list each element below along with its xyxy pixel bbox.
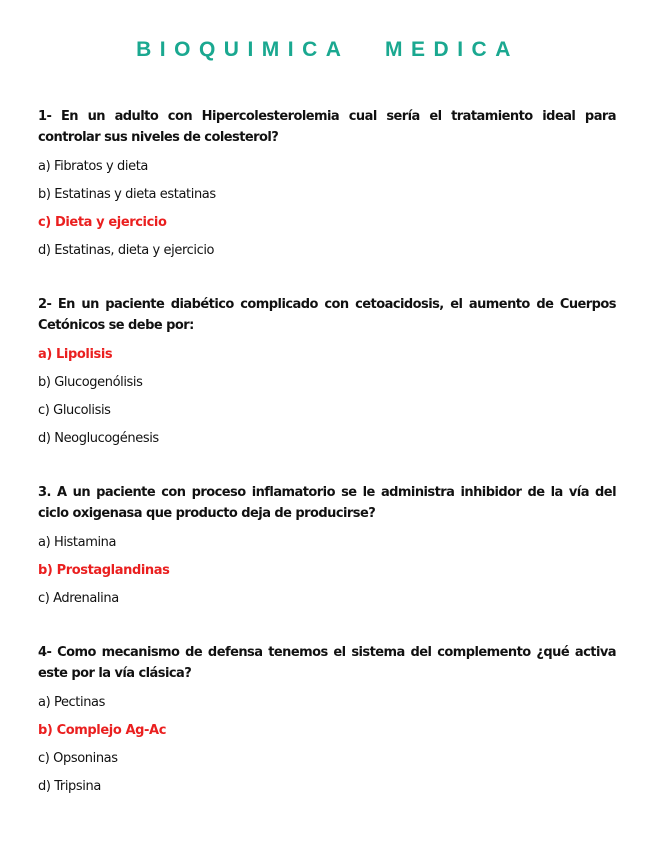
question-text: 1- En un adulto con Hipercolesterolemia cual sería el tratamiento ideal para controlar sus niveles de colesterol? bbox=[38, 109, 616, 145]
question-1 bbox=[38, 106, 616, 265]
answer-option-d: d) Tripsina bbox=[38, 779, 101, 794]
question-text: 3. A un paciente con proceso inflamatorio se le administra inhibidor de la vía del ciclo oxigenasa que producto deja de producirse? bbox=[38, 485, 616, 521]
question-text: 4- Como mecanismo de defensa tenemos el sistema del complemento ¿qué activa este por la vía clásica? bbox=[38, 645, 616, 681]
answer-option-c: c) Opsoninas bbox=[38, 751, 118, 766]
answer-option-c: c) Adrenalina bbox=[38, 591, 119, 606]
answer-option-a: a) Lipolisis bbox=[38, 347, 113, 362]
answer-option-b: b) Complejo Ag-Ac bbox=[38, 723, 167, 738]
question-4 bbox=[38, 642, 616, 801]
answer-option-c: c) Glucolisis bbox=[38, 403, 111, 418]
question-text: 2- En un paciente diabético complicado con cetoacidosis, el aumento de Cuerpos Cetónicos se debe por: bbox=[38, 297, 616, 333]
answer-option-a: a) Histamina bbox=[38, 535, 117, 550]
answer-option-d: d) Estatinas, dieta y ejercicio bbox=[38, 243, 215, 258]
answer-option-a: a) Fibratos y dieta bbox=[38, 159, 148, 174]
page-title: BIOQUIMICA MEDICA bbox=[136, 38, 519, 61]
answer-option-d: d) Neoglucogénesis bbox=[38, 431, 159, 446]
answer-option-b: b) Estatinas y dieta estatinas bbox=[38, 187, 216, 202]
answer-option-b: b) Glucogenólisis bbox=[38, 375, 143, 390]
answer-option-c: c) Dieta y ejercicio bbox=[38, 215, 167, 230]
answer-option-a: a) Pectinas bbox=[38, 695, 105, 710]
question-3 bbox=[38, 482, 616, 613]
question-2 bbox=[38, 294, 616, 453]
answer-option-b: b) Prostaglandinas bbox=[38, 563, 170, 578]
